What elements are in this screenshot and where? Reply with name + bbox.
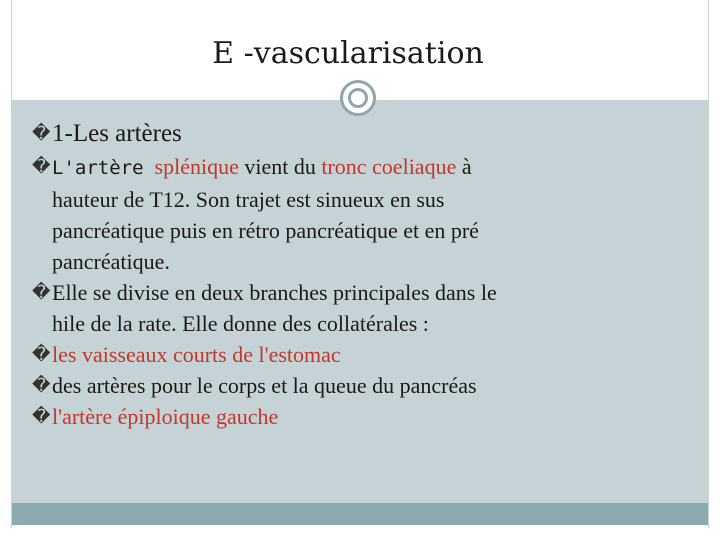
bullet-icon: � <box>32 156 51 177</box>
item1-text: les vaisseaux courts de l'estomac <box>52 342 341 367</box>
p1-line4: pancréatique. <box>52 249 170 274</box>
heading-text: 1-Les artères <box>52 120 182 147</box>
decorative-circle-inner <box>348 88 368 108</box>
p1-part3: vient du <box>238 154 322 179</box>
p1-part1: L'artère <box>52 157 144 179</box>
p2-line2: hile de la rate. Elle donne des collatérales : <box>52 311 429 336</box>
p1-tronc: tronc coeliaque <box>321 154 457 179</box>
bullet-icon: � <box>32 406 51 427</box>
bullet-icon: � <box>32 123 51 144</box>
paragraph-2 <box>32 277 697 339</box>
p1-line2: hauteur de T12. Son trajet est sinueux en sus <box>52 187 445 212</box>
list-item <box>32 339 697 370</box>
p1-line3: pancréatique puis en rétro pancréatique et en pré <box>52 218 479 243</box>
section-heading <box>32 118 697 149</box>
p2-line1: Elle se divise en deux branches principales dans le <box>52 280 497 305</box>
bullet-icon: � <box>32 282 51 303</box>
list-item <box>32 401 697 432</box>
p1-splenique: splénique <box>154 154 239 179</box>
paragraph-1 <box>32 151 697 277</box>
list-item <box>32 370 697 401</box>
item2-text: des artères pour le corps et la queue du pancréas <box>52 373 477 398</box>
bullet-icon: � <box>32 375 51 396</box>
decorative-circle-icon <box>340 80 376 116</box>
bullet-icon: � <box>32 344 51 365</box>
footer-band <box>12 503 708 525</box>
slide-body <box>32 118 697 432</box>
slide-title: E -vascularisation <box>212 36 484 71</box>
p1-part5: à <box>456 154 472 179</box>
item3-text: l'artère épiploique gauche <box>52 404 279 429</box>
